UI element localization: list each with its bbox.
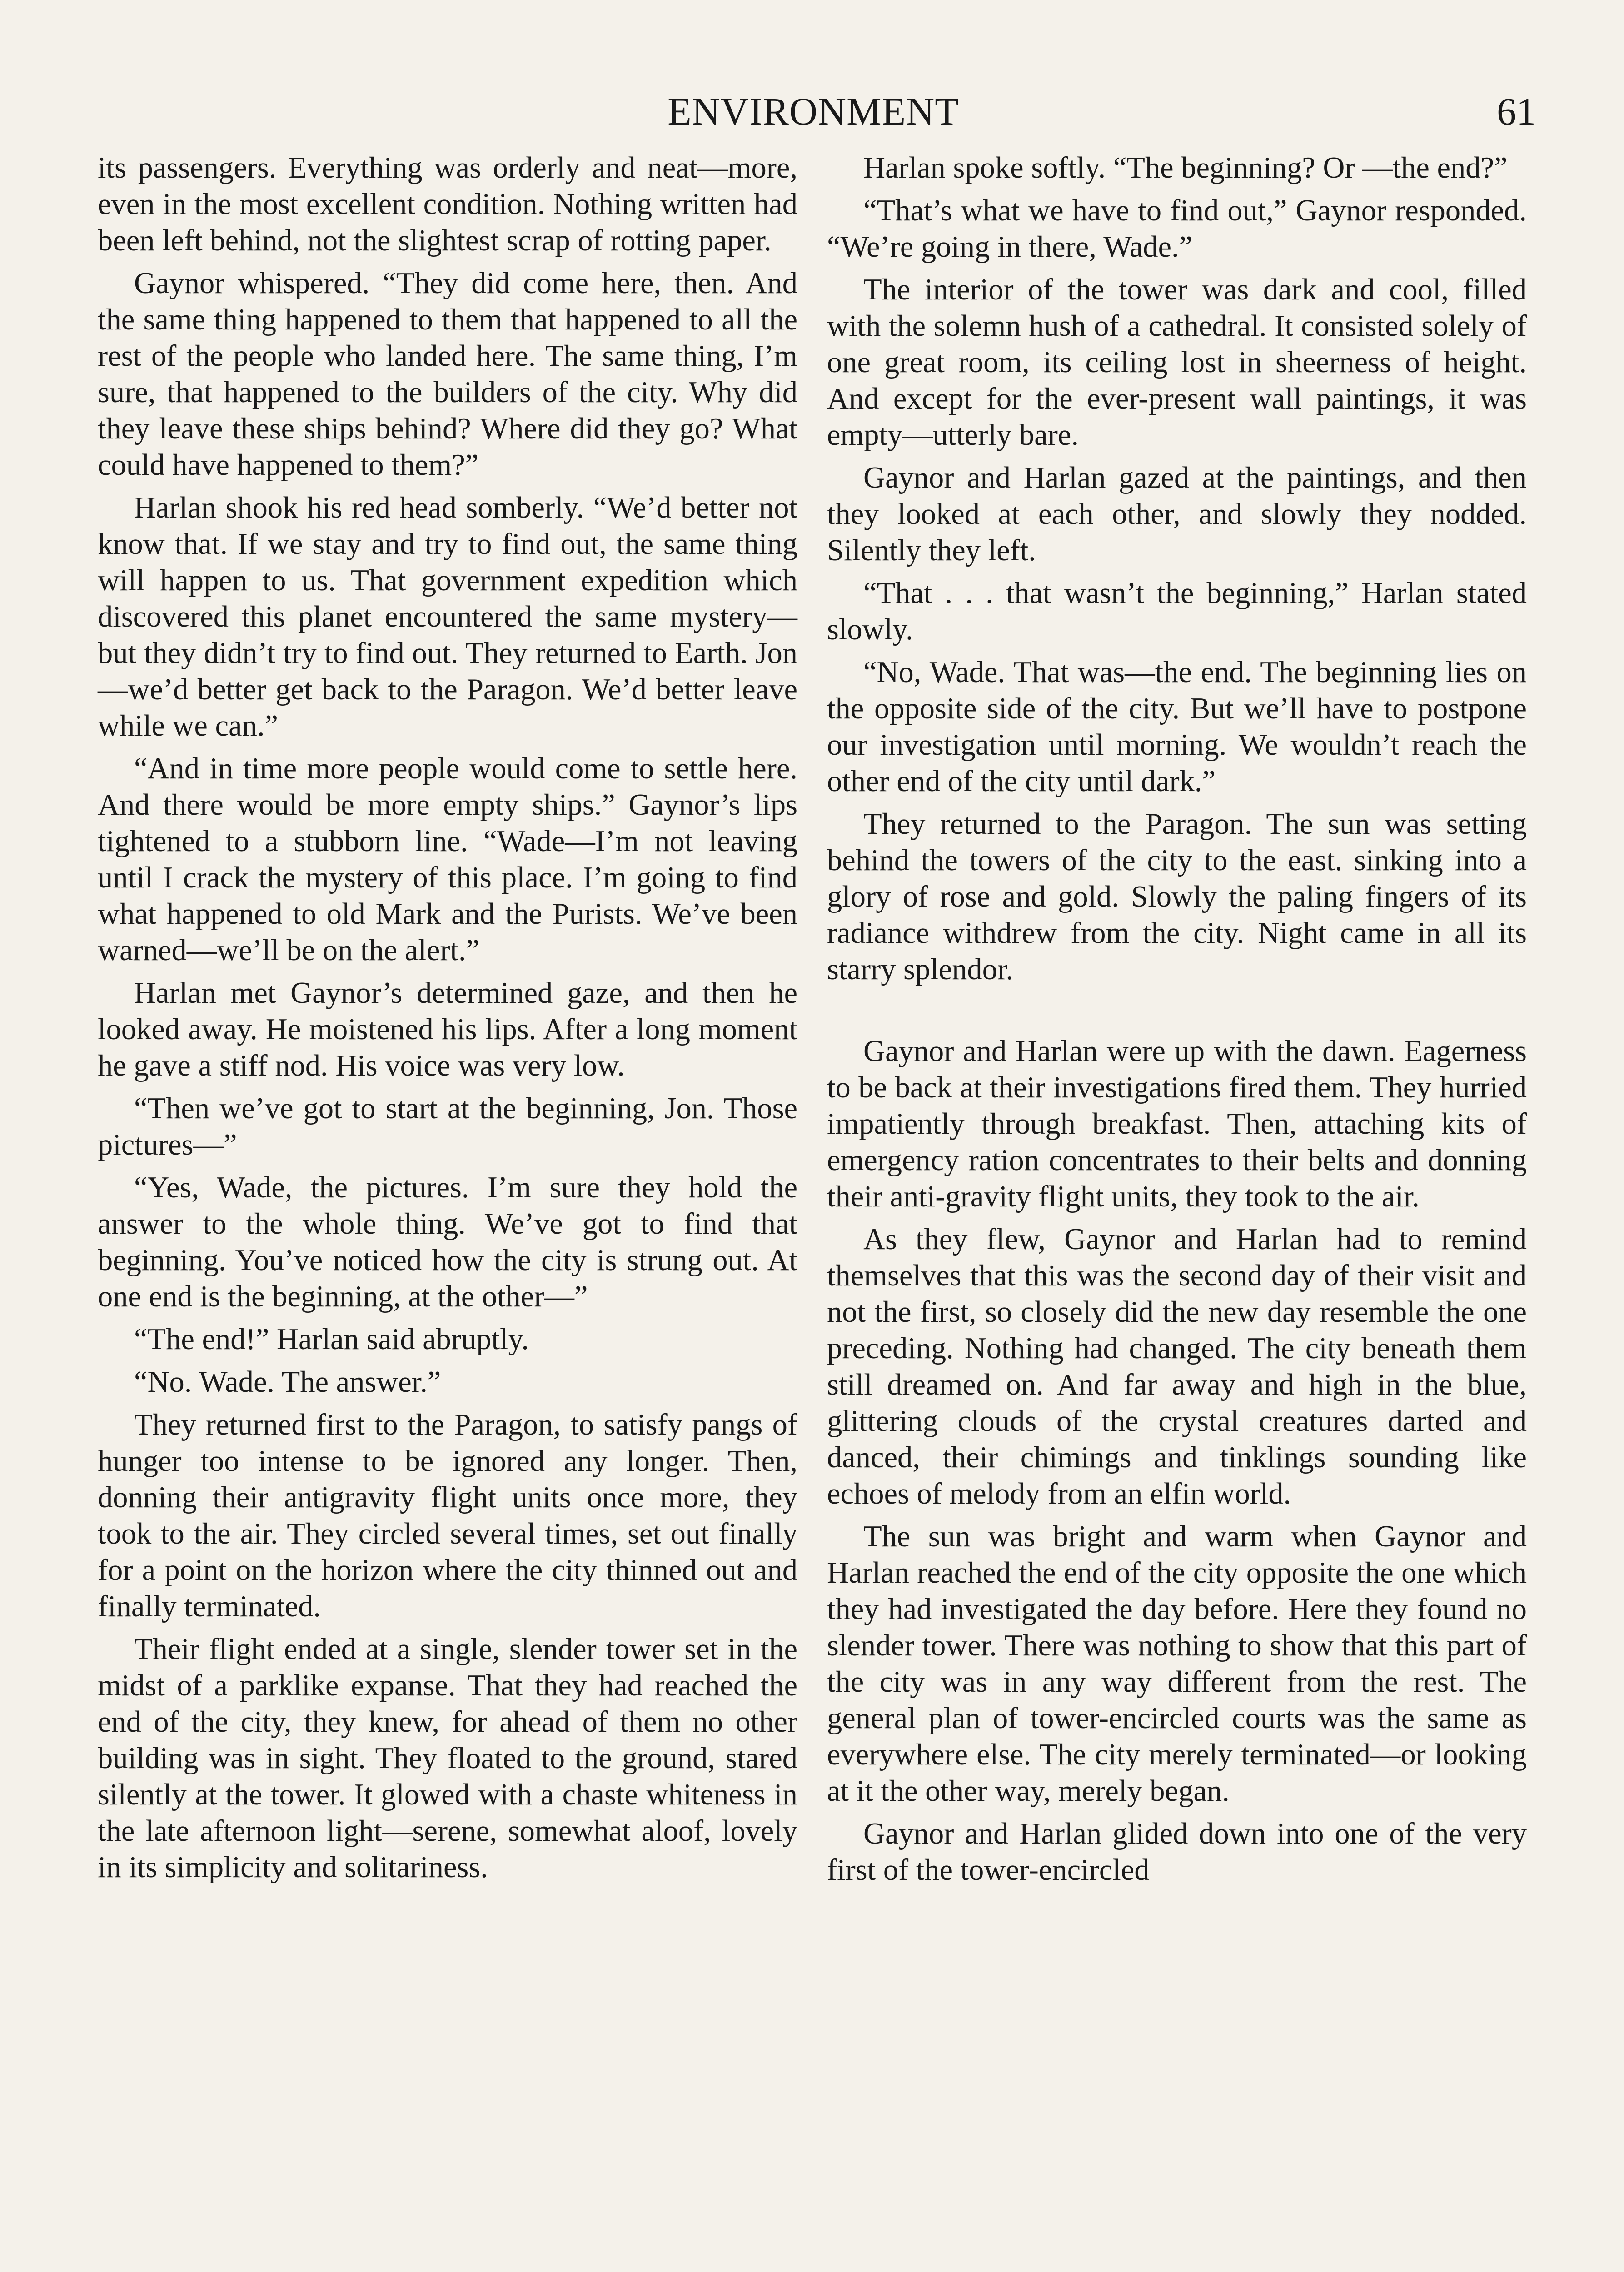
left-column <box>98 150 797 1892</box>
paragraph: “Yes, Wade, the pictures. I’m sure they hold the answer to the whole thing. We’ve got to find that beginning. You’ve noticed how the city is strung out. At one end is the beginning, at the other—” <box>98 1171 797 1313</box>
paragraph: “And in time more people would come to settle here. And there would be more empty ships.” Gaynor’s lips tightened to a stubborn line. “Wade—I’m not leaving until I crack the mystery of this place. I’m going to find what happened to old Mark and the Purists. We’ve been warned—we’ll be on the alert.” <box>98 752 797 967</box>
paragraph: Gaynor whispered. “They did come here, then. And the same thing happened to them that happened to all the rest of the people who landed here. The same thing, I’m sure, that happened to the builders of the city. Why did they leave these ships behind? Where did they go? What could have happened to them?” <box>98 267 797 482</box>
paragraph: Gaynor and Harlan glided down into one of the very first of the tower-encircled <box>827 1817 1527 1887</box>
paragraph: Their flight ended at a single, slender tower set in the midst of a parklike expanse. That they had reached the end of the city, they knew, for ahead of them no other building was in sight. They floated to the ground, stared silently at the tower. It glowed with a chaste whiteness in the late afternoon light—serene, somewhat aloof, lovely in its simplicity and solitariness. <box>98 1633 797 1884</box>
paragraph: “No, Wade. That was—the end. The beginning lies on the opposite side of the city. But we’ll have to postpone our investigation until morning. We wouldn’t reach the other end of the city until dark.” <box>827 656 1527 798</box>
paragraph: The sun was bright and warm when Gaynor and Harlan reached the end of the city opposite the one which they had investigated the day before. Here they found no slender tower. There was nothing to show that this part of the city was in any way different from the rest. The general plan of tower-encircled courts was the same as everywhere else. The city merely terminated—or looking at it the other way, merely began. <box>827 1520 1527 1808</box>
paragraph: Harlan spoke softly. “The beginning? Or —the end?” <box>863 151 1508 184</box>
paragraph: “That . . . that wasn’t the beginning,” Harlan stated slowly. <box>827 577 1527 646</box>
paragraph: They returned to the Paragon. The sun was setting behind the towers of the city to the east. sinking into a glory of rose and gold. Slowly the paling fingers of its radiance withdrew from the city. Night came in all its starry splendor. <box>827 807 1527 986</box>
paragraph: They returned first to the Paragon, to satisfy pangs of hunger too intense to be ignored any longer. Then, donning their antigravity flight units once more, they took to the air. They circled several times, set out finally for a point on the horizon where the city thinned out and finally terminated. <box>98 1408 797 1623</box>
paragraph: “Then we’ve got to start at the beginning, Jon. Those pictures—” <box>98 1092 797 1161</box>
running-head: ENVIRONMENT <box>668 90 959 133</box>
paragraph: The interior of the tower was dark and cool, filled with the solemn hush of a cathedral. It consisted solely of one great room, its ceiling lost in sheerness of height. And except for the ever-present wall paintings, it was empty—utterly bare. <box>827 273 1527 452</box>
paragraph: Harlan met Gaynor’s determined gaze, and then he looked away. He moistened his lips. After a long moment he gave a stiff nod. His voice was very low. <box>98 977 797 1082</box>
paragraph: “No. Wade. The answer.” <box>134 1365 441 1399</box>
paragraph: As they flew, Gaynor and Harlan had to remind themselves that this was the second day of their visit and not the first, so closely did the new day resemble the one preceding. Nothing had changed. The city beneath them still dreamed on. And far away and high in the blue, glittering clouds of the crystal creatures darted and danced, their chimings and tinklings sounding like echoes of melody from an elfin world. <box>827 1223 1527 1510</box>
paragraph: “The end!” Harlan said abruptly. <box>134 1323 529 1356</box>
paragraph: Gaynor and Harlan gazed at the paintings, and then they looked at each other, and slowly they nodded. Silently they left. <box>827 461 1527 567</box>
right-column <box>827 150 1527 1895</box>
paragraph: its passengers. Everything was orderly and neat—more, even in the most excellent condition. Nothing written had been left behind, not the slightest scrap of rotting paper. <box>98 151 797 257</box>
paragraph: “That’s what we have to find out,” Gaynor responded. “We’re going in there, Wade.” <box>827 194 1527 264</box>
page-number: 61 <box>1497 90 1536 133</box>
paragraph: Harlan shook his red head somberly. “We’d better not know that. If we stay and try to find out, the same thing will happen to us. That government expedition which discovered this planet encountered the same mystery—but they didn’t try to find out. They returned to Earth. Jon—we’d better get back to the Paragon. We’d better leave while we can.” <box>98 491 797 742</box>
page-header <box>91 86 1536 145</box>
paragraph: Gaynor and Harlan were up with the dawn. Eagerness to be back at their investigations fired them. They hurried impatiently through breakfast. Then, attaching kits of emergency ration concentrates to their belts and donning their anti-gravity flight units, they took to the air. <box>827 1035 1527 1213</box>
